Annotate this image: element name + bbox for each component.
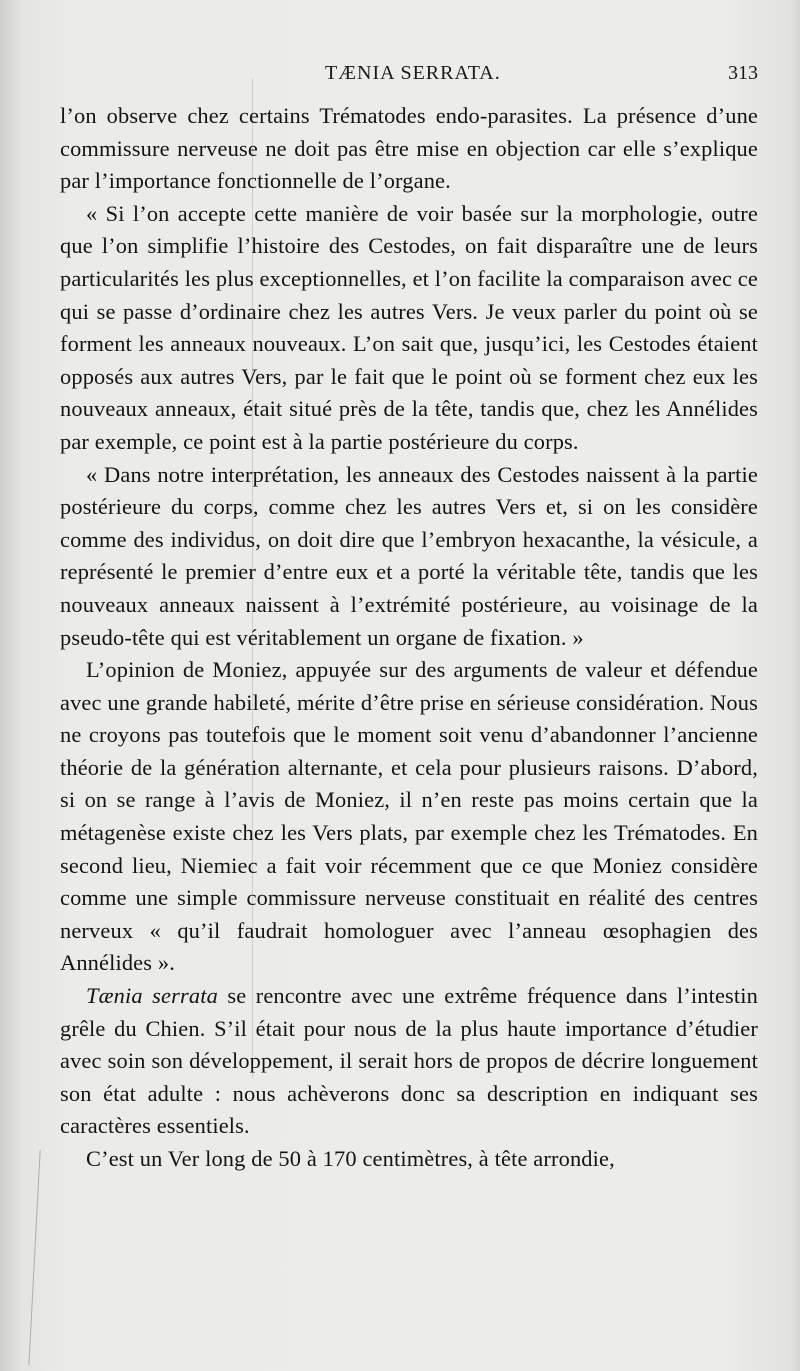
paragraph-text: C’est un Ver long de 50 à 170 centimètres, à tête arrondie, <box>86 1146 615 1171</box>
running-title: TÆNIA SERRATA. <box>325 62 501 84</box>
paragraph <box>60 654 758 980</box>
paragraph-text: L’opinion de Moniez, appuyée sur des arguments de valeur et défendue avec une grande habileté, mérite d’être prise en sérieuse considération. Nous ne croyons pas toutefois que le moment soit venu d’abandonner l’ancienne théorie de la génération alternante, et cela pour plusieurs raisons. D’abord, si on se range à l’avis de Moniez, il n’en reste pas moins certain que la métagenèse existe chez les Vers plats, par exemple chez les Trématodes. En second lieu, Niemiec a fait voir récemment que ce que Moniez considère comme une simple commissure nerveuse constituait en réalité des centres nerveux « qu’il faudrait homologuer avec l’anneau œsophagien des Annélides ». <box>60 657 758 976</box>
paragraph-text: se rencontre avec une extrême fréquence dans l’intestin grêle du Chien. S’il était pour nous de la plus haute importance d’étudier avec soin son développement, il serait hors de propos de décrire longuement son état adulte : nous achèverons donc sa description en indiquant ses caractères essentiels. <box>60 983 758 1139</box>
paragraph-text: « Dans notre interprétation, les anneaux des Cestodes naissent à la partie postérieure du corps, comme chez les autres Vers et, si on les considère comme des individus, on doit dire que l’embryon hexacanthe, la vésicule, a représenté le premier d’entre eux et a porté la véritable tête, tandis que les nouveaux anneaux naissent à l’extrémité postérieure, au voisinage de la pseudo-tête qui est véritablement un organe de fixation. » <box>60 461 758 650</box>
page-header <box>60 62 758 92</box>
page-number: 313 <box>728 62 758 84</box>
paragraph <box>60 980 758 1143</box>
paragraph-text: « Si l’on accepte cette manière de voir basée sur la morphologie, outre que l’on simplifie l’histoire des Cestodes, on fait disparaître une de leurs particularités les plus exceptionnelles, et l’on facilite la comparaison avec ce qui se passe d’ordinaire chez les autres Vers. Je veux parler du point où se forment les anneaux nouveaux. L’on sait que, jusqu’ici, les Cestodes étaient opposés aux autres Vers, par le fait que le point où se forment chez eux les nouveaux anneaux, était situé près de la tête, tandis que, chez les Annélides par exemple, ce point est à la partie postérieure du corps. <box>60 200 758 454</box>
paragraph <box>60 459 758 655</box>
paragraph <box>60 198 758 459</box>
paragraph <box>60 1143 758 1176</box>
paragraph-text: l’on observe chez certains Trématodes endo-parasites. La présence d’une commissure nerveuse ne doit pas être mise en objection car elle s’explique par l’importance fonctionnelle de l’organe. <box>60 103 758 194</box>
body-text <box>60 100 758 1176</box>
paragraph <box>60 100 758 198</box>
margin-annotation-line <box>28 1150 60 1366</box>
italic-species-name: Tænia serrata <box>86 983 218 1009</box>
